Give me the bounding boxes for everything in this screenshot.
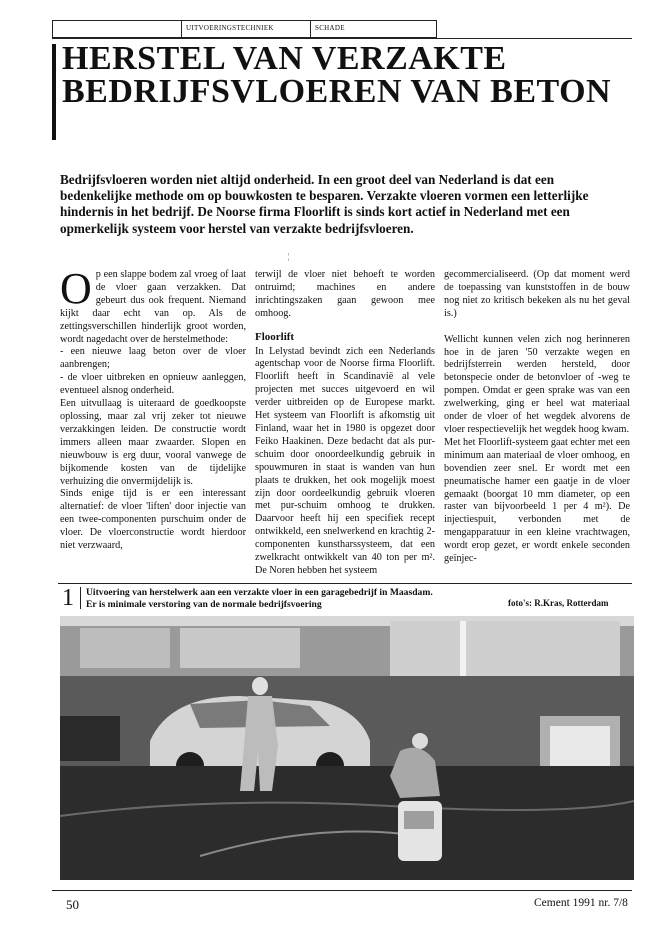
- figure-caption: [86, 587, 526, 610]
- caption-line: Er is minimale verstoring van de normale bedrijfsvoering: [86, 598, 322, 610]
- subheading: Floorlift: [255, 330, 295, 343]
- column-1: [60, 264, 246, 553]
- header-rule: [52, 38, 632, 39]
- article-title: HERSTEL VAN VERZAKTE BEDRIJFSVLOEREN VAN BETON: [62, 40, 612, 110]
- paragraph: Sinds enige tijd is er een interessant alternatief: de vloer 'liften' door injectie van een twee-componenten purschuim onder de vloer. De vloerconstructie wordt hierdoor niet verzwaard,: [60, 488, 246, 552]
- subsection-label: SCHADE: [315, 24, 345, 32]
- journal-reference: Cement 1991 nr. 7/8: [534, 897, 628, 909]
- paragraph: Wellicht kunnen velen zich nog herinneren hoe in de jaren '50 verzakte wegen en bedrijfsterrein werden hersteld, door betonspecie onder de betonvloer of -weg te pompen. Omdat er geen sprake was van een zwelwerking, ging er heel wat materiaal onder de vloer of het wegdek alvorens de vloer respectievelijk het wegdek hoog kwam.: [444, 333, 630, 435]
- header-blank-cell: [53, 21, 182, 37]
- article-intro: Bedrijfsvloeren worden niet altijd onderheid. In een groot deel van Nederland is dat een bedenkelijke methode om op bouwkosten te besparen. Verzakte vloeren vormen een letterlijke hindernis in het bedrijf. De Noorse firma Floorlift is sinds kort actief in Nederland met een opmerkelijk systeem voor herstel van verzakte bedrijfsvloeren.: [60, 172, 589, 236]
- caption-divider: [80, 587, 81, 609]
- paragraph: p een slappe bodem zal vroeg of laat de vloer gaan verzakken. Dat gebeurt dus ook frequent. Niemand kijkt daar echt van op. Als de zettingsverschillen hinderlijk groot worden, wordt nagedacht over de herstelmethode:: [60, 269, 246, 345]
- paragraph: Met het Floorlift-systeem gaat echter met een minimum aan materiaal de vloer omhoog, en bovendien zeer snel. Er wordt met een pneumatische hamer een gaatje in de vloer gemaakt (boorgat 10 mm diameter, op een raster van bijvoorbeeld 1 per 4 m²). De injectiespuit, verbonden met de mengapparatuur in een kleine vrachtwagen, wordt erop gezet, er wordt enkele seconden geïnjec-: [444, 436, 630, 565]
- paragraph: Een uitvullaag is uiteraard de goedkoopste oplossing, maar zal vrij zeker tot nieuwe verzakkingen leiden. De constructie wordt immers alleen maar zwaarder. Slopen en nieuwbouw is erg duur, vooral vanwege de bijkomende kosten van de tijdelijke verhuizing die onvermijdelijk is.: [60, 398, 246, 487]
- section-label: UITVOERINGSTECHNIEK: [182, 21, 311, 37]
- garage-photo: [60, 616, 634, 880]
- column-3: [444, 269, 630, 566]
- footer-rule: [52, 890, 632, 891]
- paragraph: - een nieuwe laag beton over de vloer aanbrengen;: [60, 346, 246, 371]
- caption-line: Uitvoering van herstelwerk aan een verzakte vloer in een garagebedrijf in Maasdam.: [86, 587, 433, 598]
- stray-mark: ¦: [288, 252, 290, 261]
- section-header: [52, 20, 437, 38]
- caption-number: 1: [62, 585, 74, 611]
- title-bar: [52, 44, 56, 140]
- paragraph: gecommercialiseerd. (Op dat moment werd de toepassing van kunststoffen in de bouw nog niet zo kritisch bekeken als nu het geval is.): [444, 269, 630, 319]
- paragraph: In Lelystad bevindt zich een Nederlands agentschap voor de Noorse firma Floorlift. Floorlift heeft in Scandinavië al vele projecten met succes uitgevoerd en wil verder uitbreiden op de Europese markt. Het systeem van Floorlift is afkomstig uit Finland, waar het in 1980 is opgezet door Feiko Haakinen. Deze bedacht dat als pur-schuim door onoordeelkundig gebruik in spouwmuren in staat is wanden van hun plaats te drukken, het ook mogelijk moest zijn door oordeelkundig gebruik vloeren met pur-schuim omhoog te drukken. Daarvoor heeft hij een specifiek recept ontwikkeld, een snelwerkend en krachtig 2-componenten kunstharssysteem, dat een zwelkracht ontwikkelt van 40 ton per m². De Noren hebben het systeem: [255, 345, 435, 576]
- paragraph: - de vloer uitbreken en opnieuw aanleggen, eventueel alsnog onderheid.: [60, 372, 246, 397]
- drop-cap: O: [60, 264, 92, 313]
- page-number: 50: [66, 897, 79, 912]
- column-2: [255, 269, 435, 578]
- paragraph: terwijl de vloer niet behoeft te worden ontruimd; machines en andere inrichtingszaken gaan gewoon mee omhoog.: [255, 269, 435, 319]
- photo-credit: foto's: R.Kras, Rotterdam: [508, 598, 609, 608]
